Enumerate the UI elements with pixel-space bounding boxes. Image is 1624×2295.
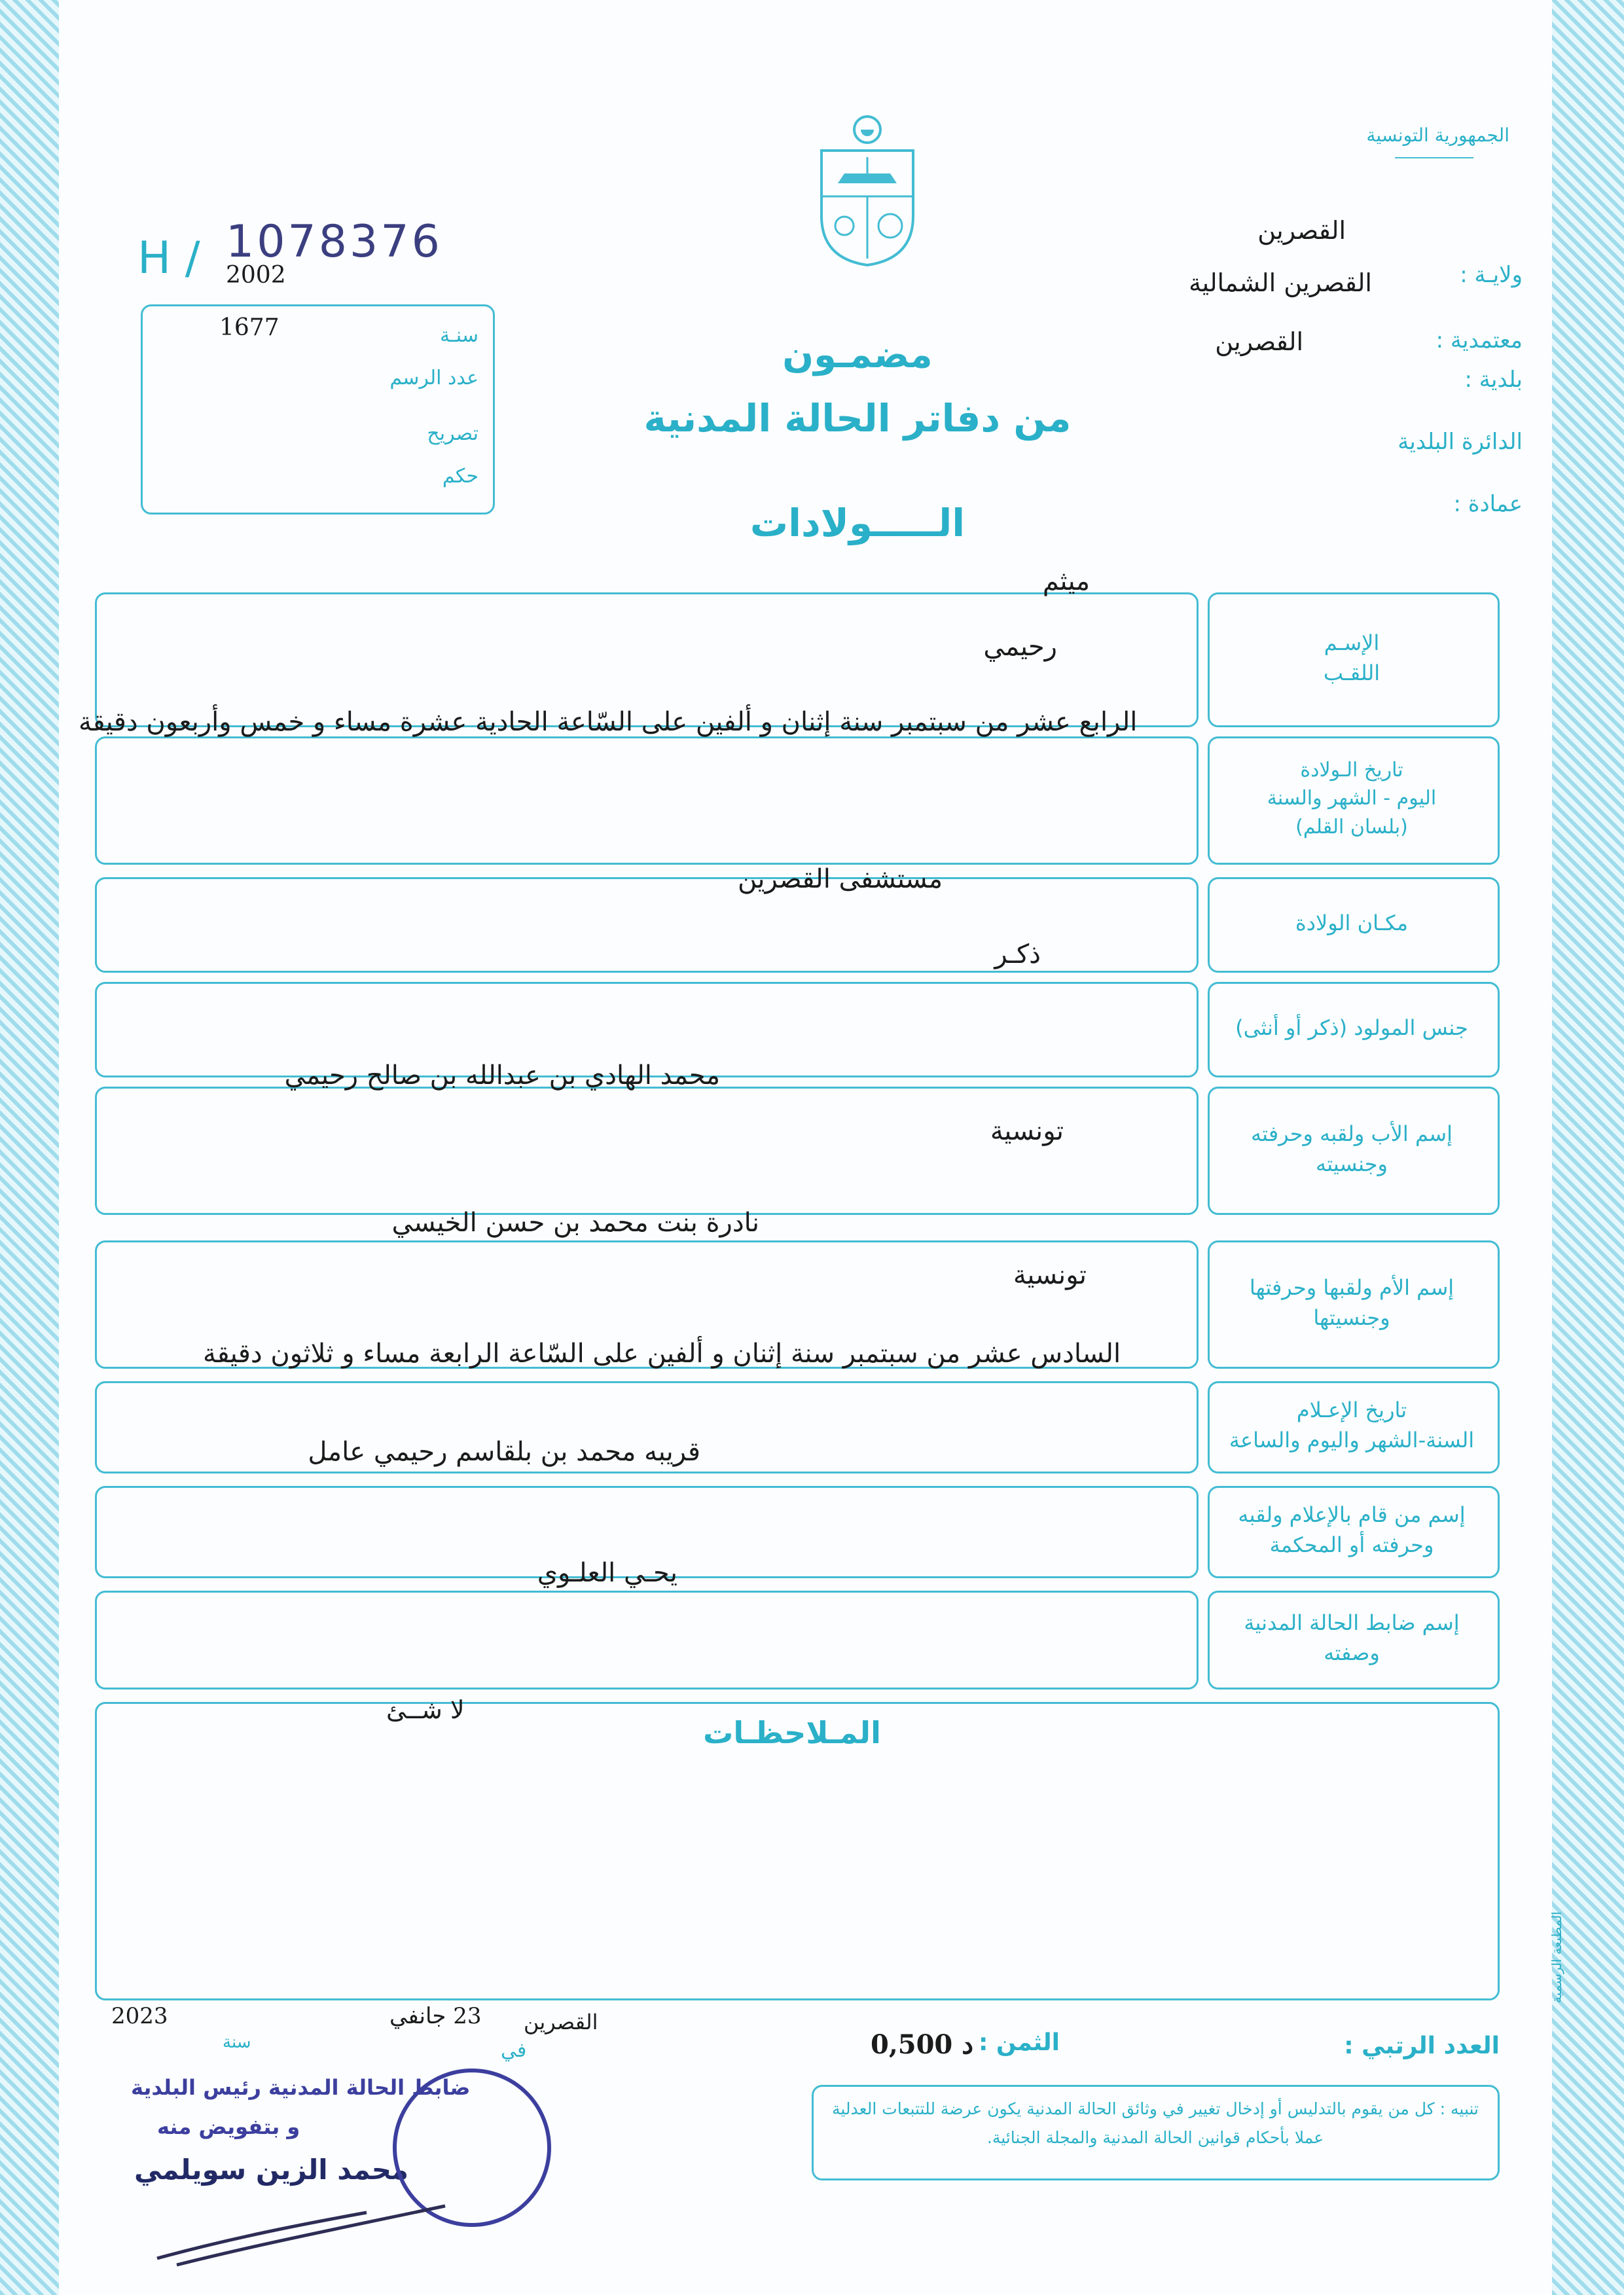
record-year: 2002 [226,262,286,289]
field-value: السادس عشر من سبتمبر سنة إثنان و ألفين على السّاعة الرابعة مساء و ثلاثون دقيقة [203,1339,1121,1369]
signature-name: محمد الزين سويلمي [134,2154,408,2186]
field-value: رحيمي [983,632,1057,662]
remarks-label: المـلاحظـات [703,1715,881,1750]
side-print: المطبعة الرسمية [1549,1911,1564,2004]
judgment-label: حكم [442,465,478,488]
field-value: ميثم [1042,566,1090,596]
price-value: 0,500 د [871,2029,973,2060]
field-label [1218,628,1486,689]
stamp-line1: ضابط الحالة المدنية رئيس البلدية [131,2075,471,2100]
act-number-label: عدد الرسم [389,367,478,389]
field-label [1218,1608,1486,1669]
record-prefix: H / [137,232,200,284]
footer-year: 2023 [111,2003,168,2029]
section-title: الـــــولادات [749,501,965,545]
field-value: محمد الهادي بن عبدالله بن صالح رحيمي [284,1060,720,1091]
notice-text: تنبيه : كل من يقوم بالتدليس أو إدخال تغيير في وثائق الحالة المدنية يكون عرضة للتتبعات العدلية عملا بأحكام قوانين الحالة المدنية والمجلة الجنائية. [831,2099,1479,2147]
baladia-label: بلدية : [1464,367,1523,393]
field-label [1218,1395,1486,1456]
divider [1395,157,1473,158]
field-value: ذكـر [994,939,1041,969]
field-value-box [95,1591,1199,1690]
signature-icon [151,2199,452,2271]
field-value: قريبه محمد بن بلقاسم رحيمي عامل [308,1437,700,1467]
field-label-line: تاريخ الـولادة [1300,758,1403,782]
decorative-border-left [0,0,59,2295]
price-label: الثمن : [979,2029,1060,2056]
republic-title: الجمهورية التونسية [1366,124,1509,146]
coat-of-arms-icon [812,111,923,268]
field-label-line: تاريخ الإعـلام [1296,1398,1407,1423]
motamadia-label: معتمدية : [1435,327,1523,353]
field-value: تونسية [990,1116,1064,1146]
field-label-line: (بلسان القلم) [1295,815,1408,839]
field-label-line: إسم من قام بالإعلام ولقبه [1238,1502,1466,1528]
serial-label: العدد الرتبي : [1344,2033,1500,2059]
footer-place: القصرين [524,2010,598,2034]
field-value-box [95,736,1199,865]
record-number: 1078376 [226,216,442,268]
field-label-line: وجنسيته [1316,1151,1388,1176]
field-label [1218,1119,1486,1180]
field-label-line: إسم ضابط الحالة المدنية [1244,1610,1460,1636]
motamadia-value: القصرين الشمالية [1189,268,1372,297]
year-label: سنـة [439,324,478,347]
field-value: يحـي العلـوي [537,1558,677,1588]
footer-day-month: 23 جانفي [389,2003,482,2029]
field-label [1218,908,1486,938]
remarks-value: لا شــئ [386,1695,465,1724]
declaration-label: تصريح [427,422,478,445]
field-value-box [95,1087,1199,1215]
omada-label: عمادة : [1453,491,1523,517]
daira-label: الدائرة البلدية [1398,429,1523,455]
stamp-line2: و بتفويض منه [157,2114,300,2139]
field-value: الرابع عشر من سبتمبر سنة إثنان و ألفين على السّاعة الحادية عشرة مساء و خمس وأربعون دقيقة [79,707,1138,737]
wilaya-label: ولايـة : [1460,262,1523,288]
field-label-line: وصفته [1324,1640,1380,1666]
field-label-line: وحرفته أو المحكمة [1269,1532,1434,1558]
document-title-line1: مضمـون [782,334,933,376]
field-value: تونسية [1013,1260,1087,1290]
field-label-line: الإسـم [1324,630,1380,655]
document-title-line2: من دفاتر الحالة المدنية [643,396,1072,441]
wilaya-value: القصرين [1257,216,1346,245]
act-number: 1677 [219,314,280,341]
field-label [1218,756,1486,842]
footer-year-label: سنة [223,2033,251,2052]
field-label-line: إسم الأم ولقبها وحرفتها [1249,1274,1454,1300]
field-label-line: وجنسيتها [1313,1305,1390,1330]
field-value: مستشفى القصرين [737,864,943,894]
field-label-line: اليوم - الشهر والسنة [1267,787,1437,810]
field-label-line: جنس المولود (ذكر أو أنثى) [1235,1015,1468,1040]
field-label-line: إسم الأب ولقبه وحرفته [1251,1121,1453,1146]
field-label-line: السنة-الشهر واليوم والساعة [1229,1428,1475,1453]
field-label-line: مكـان الولادة [1295,910,1409,935]
baladia-value: القصرين [1215,327,1303,356]
field-label [1218,1273,1486,1333]
footer-in-label: في [501,2039,527,2062]
field-value: نادرة بنت محمد بن حسن الخيسي [391,1208,759,1238]
field-label-line: اللقـب [1323,660,1380,685]
field-label [1218,1500,1486,1561]
field-label [1218,1013,1486,1043]
